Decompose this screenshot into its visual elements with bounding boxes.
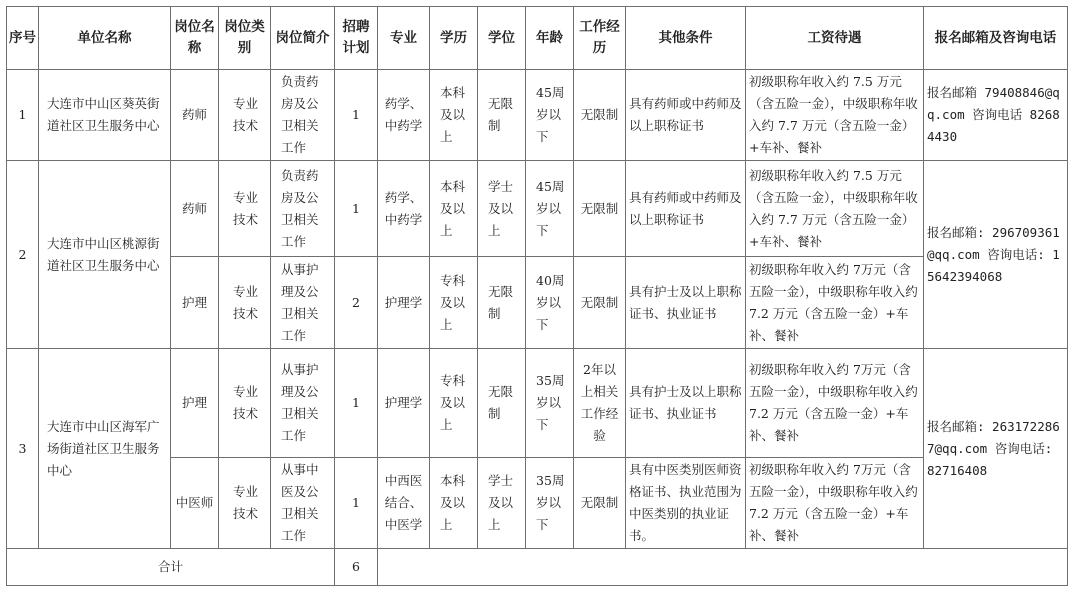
post-type-cell: 专业技术: [219, 257, 271, 349]
unit-cell: 大连市中山区葵英街道社区卫生服务中心: [39, 70, 171, 161]
seq-cell: 2: [7, 161, 39, 349]
post-desc-cell: 从事中医及公卫相关工作: [271, 458, 335, 549]
post-desc-cell: 从事护理及公卫相关工作: [271, 349, 335, 458]
post-name-cell: 药师: [171, 70, 219, 161]
post-type-cell: 专业技术: [219, 70, 271, 161]
major-cell: 药学、中药学: [378, 161, 430, 257]
major-cell: 药学、中药学: [378, 70, 430, 161]
contact-cell: 报名邮箱: 296709361@qq.com 咨询电话: 15642394068: [924, 161, 1068, 349]
header-experience: 工作经历: [574, 7, 626, 70]
total-empty-cell: [378, 549, 1068, 586]
age-cell: 35周岁以下: [526, 458, 574, 549]
unit-cell: 大连市中山区海军广场街道社区卫生服务中心: [39, 349, 171, 549]
header-other: 其他条件: [626, 7, 746, 70]
major-cell: 护理学: [378, 349, 430, 458]
post-desc-cell: 负责药房及公卫相关工作: [271, 161, 335, 257]
other-cell: 具有护士及以上职称证书、执业证书: [626, 257, 746, 349]
header-post-type: 岗位类别: [219, 7, 271, 70]
other-cell: 具有药师或中药师及以上职称证书: [626, 161, 746, 257]
experience-cell: 无限制: [574, 70, 626, 161]
header-salary: 工资待遇: [746, 7, 924, 70]
plan-cell: 1: [335, 458, 378, 549]
table-row: [7, 349, 1068, 458]
other-cell: 具有护士及以上职称证书、执业证书: [626, 349, 746, 458]
header-post-name: 岗位名称: [171, 7, 219, 70]
table-row: [7, 70, 1068, 161]
total-label: 合计: [7, 549, 335, 586]
education-cell: 本科及以上: [430, 70, 478, 161]
major-cell: 护理学: [378, 257, 430, 349]
post-type-cell: 专业技术: [219, 161, 271, 257]
post-name-cell: 中医师: [171, 458, 219, 549]
experience-cell: 无限制: [574, 458, 626, 549]
header-seq: 序号: [7, 7, 39, 70]
contact-cell: 报名邮箱 79408846@qq.com 咨询电话 82684430: [924, 70, 1068, 161]
seq-cell: 1: [7, 70, 39, 161]
header-age: 年龄: [526, 7, 574, 70]
degree-cell: 学士及以上: [478, 161, 526, 257]
post-type-cell: 专业技术: [219, 349, 271, 458]
degree-cell: 学士及以上: [478, 458, 526, 549]
total-row: [7, 549, 1068, 586]
degree-cell: 无限制: [478, 257, 526, 349]
post-name-cell: 药师: [171, 161, 219, 257]
education-cell: 专科及以上: [430, 349, 478, 458]
header-plan: 招聘计划: [335, 7, 378, 70]
education-cell: 本科及以上: [430, 458, 478, 549]
education-cell: 本科及以上: [430, 161, 478, 257]
post-desc-cell: 从事护理及公卫相关工作: [271, 257, 335, 349]
age-cell: 45周岁以下: [526, 70, 574, 161]
header-degree: 学位: [478, 7, 526, 70]
salary-cell: 初级职称年收入约 7万元（含五险一金），中级职称年收入约 7.2 万元（含五险一金）+车补、餐补: [746, 257, 924, 349]
experience-cell: 2年以上相关工作经验: [574, 349, 626, 458]
post-desc-cell: 负责药房及公卫相关工作: [271, 70, 335, 161]
plan-cell: 2: [335, 257, 378, 349]
header-contact: 报名邮箱及咨询电话: [924, 7, 1068, 70]
salary-cell: 初级职称年收入约 7万元（含五险一金），中级职称年收入约 7.2 万元（含五险一金）+车补、餐补: [746, 349, 924, 458]
header-row: [7, 7, 1068, 70]
experience-cell: 无限制: [574, 257, 626, 349]
degree-cell: 无限制: [478, 70, 526, 161]
salary-cell: 初级职称年收入约 7万元（含五险一金），中级职称年收入约 7.2 万元（含五险一金）+车补、餐补: [746, 458, 924, 549]
degree-cell: 无限制: [478, 349, 526, 458]
plan-cell: 1: [335, 70, 378, 161]
age-cell: 35周岁以下: [526, 349, 574, 458]
seq-cell: 3: [7, 349, 39, 549]
experience-cell: 无限制: [574, 161, 626, 257]
unit-cell: 大连市中山区桃源街道社区卫生服务中心: [39, 161, 171, 349]
post-name-cell: 护理: [171, 349, 219, 458]
plan-cell: 1: [335, 161, 378, 257]
age-cell: 40周岁以下: [526, 257, 574, 349]
other-cell: 具有药师或中药师及以上职称证书: [626, 70, 746, 161]
plan-cell: 1: [335, 349, 378, 458]
contact-cell: 报名邮箱: 2631722867@qq.com 咨询电话: 82716408: [924, 349, 1068, 549]
salary-cell: 初级职称年收入约 7.5 万元（含五险一金），中级职称年收入约 7.7 万元（含五险一金）+车补、餐补: [746, 161, 924, 257]
post-type-cell: 专业技术: [219, 458, 271, 549]
recruitment-table: [6, 6, 1068, 586]
post-name-cell: 护理: [171, 257, 219, 349]
age-cell: 45周岁以下: [526, 161, 574, 257]
table-row: [7, 161, 1068, 257]
other-cell: 具有中医类别医师资格证书、执业范围为中医类别的执业证书。: [626, 458, 746, 549]
education-cell: 专科及以上: [430, 257, 478, 349]
major-cell: 中西医结合、中医学: [378, 458, 430, 549]
header-unit: 单位名称: [39, 7, 171, 70]
salary-cell: 初级职称年收入约 7.5 万元（含五险一金），中级职称年收入约 7.7 万元（含五险一金）+车补、餐补: [746, 70, 924, 161]
header-education: 学历: [430, 7, 478, 70]
total-value: 6: [335, 549, 378, 586]
header-major: 专业: [378, 7, 430, 70]
header-post-desc: 岗位简介: [271, 7, 335, 70]
